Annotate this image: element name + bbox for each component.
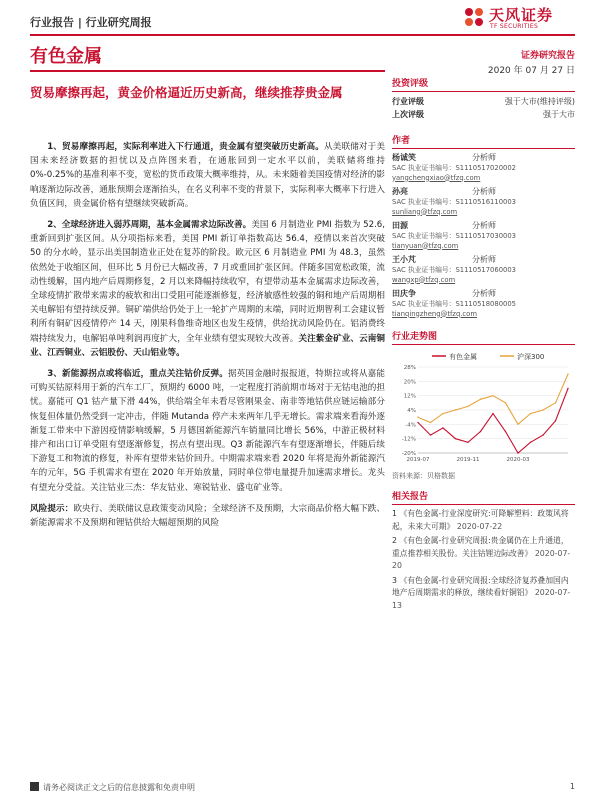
series-point — [567, 388, 568, 389]
prev-rating-row — [392, 108, 575, 121]
series-point — [430, 434, 431, 435]
footer — [30, 782, 575, 796]
risk-lead: 风险提示： — [30, 503, 74, 514]
y-tick-label: 4% — [407, 408, 416, 414]
chart-source: 资料来源：贝格数据 — [392, 472, 455, 480]
series-point — [517, 452, 518, 453]
author-cert: SAC 执业证书编号：S1110517060003 — [392, 266, 516, 274]
risk-paragraph — [30, 502, 385, 530]
series-point — [555, 420, 556, 421]
series-point — [505, 402, 506, 403]
logo-mark-icon — [463, 6, 485, 28]
author-email[interactable]: sunliang@tfzq.com — [392, 207, 458, 216]
related-heading: 相关报告 — [392, 489, 575, 505]
paragraph-1 — [30, 140, 385, 211]
author-role: 分析师 — [472, 153, 496, 162]
series-point — [455, 438, 456, 439]
paragraph-3-lead: 3、新能源拐点或将临近，重点关注钴价反弹。 — [47, 369, 228, 380]
related-report-title: 3 《有色金属-行业研究周报:全球经济复苏叠加国内地产后周期需求的释放，继续看好铜铝》 — [392, 575, 569, 597]
breadcrumb: 行业报告 | 行业研究周报 — [30, 16, 152, 29]
legend-label: 沪深300 — [517, 353, 545, 361]
series-point — [517, 424, 518, 425]
rating-value: 强于大市(维持评级) — [504, 97, 575, 106]
logo-subtitle: TF SECURITIES — [490, 23, 539, 30]
y-tick-label: 12% — [403, 393, 416, 400]
report-type: 证券研究报告 — [520, 51, 575, 61]
company-logo — [463, 4, 575, 34]
y-tick-label: -12% — [401, 436, 416, 443]
series-point — [430, 422, 431, 423]
series-point — [492, 413, 493, 414]
sector-rule — [30, 70, 385, 72]
series-point — [567, 373, 568, 374]
y-tick-label: 28% — [403, 365, 416, 371]
author-cert: SAC 执业证书编号：S1110517020002 — [392, 164, 516, 172]
author-cert: SAC 执业证书编号：S1110516110003 — [392, 198, 516, 206]
paragraph-3 — [30, 367, 385, 495]
paragraph-1-lead: 1、贸易摩擦再起，实际利率进入下行通道，贵金属有望突破历史新高。 — [47, 142, 324, 152]
series-point — [467, 406, 468, 407]
series-point — [417, 416, 418, 417]
related-report-title: 2 《有色金属-行业研究周报:贵金属仍在上升通道，重点推荐相关股份。关注钴锂边际改善》 — [392, 536, 569, 558]
author-item — [392, 152, 575, 183]
paragraph-2 — [30, 218, 385, 360]
report-body — [30, 140, 385, 537]
related-report-title: 1 《有色金属-行业深度研究:可降解塑料：政策风将起，未来大可期》 — [392, 509, 569, 531]
trend-chart — [392, 349, 575, 481]
author-item — [392, 186, 575, 217]
related-report[interactable] — [392, 535, 575, 573]
prev-rating-label: 上次评级 — [392, 110, 424, 119]
series-point — [442, 427, 443, 428]
series-point — [455, 409, 456, 410]
risk-text: 欧央行、美联储议息政策变动风险；全球经济不及预期，大宗商品价格大幅下跌、新能源需求不及预期和锂钴供给大幅超预期的风险 — [30, 503, 385, 529]
author-item — [392, 288, 575, 319]
author-role: 分析师 — [472, 221, 496, 230]
author-item — [392, 220, 575, 251]
sector-title: 有色金属 — [30, 46, 102, 67]
footer-disclaimer: 请务必阅读正文之后的信息披露和免责申明 — [43, 783, 195, 792]
x-tick-label: 2019-11 — [456, 457, 480, 463]
related-list — [392, 508, 575, 612]
author-name: 田庆争 — [392, 289, 416, 298]
related-report[interactable] — [392, 575, 575, 613]
rating-row — [392, 95, 575, 108]
author-email[interactable]: tianqingzheng@tfzq.com — [392, 309, 477, 318]
series-point — [442, 413, 443, 414]
series-line — [418, 374, 568, 424]
author-email[interactable]: wangxp@tfzq.com — [392, 275, 456, 284]
author-role: 分析师 — [472, 289, 496, 298]
paragraph-3-text: 据英国金融时报报道，特斯拉或将从嘉能可购买钴原料用于新的汽车工厂，预期约 6000 吨，一定程度打消前期市场对于无钴电池的担忧。嘉能可 Q1 钴产量下滑 44%，供给端全年未看尽管刚果金、南非等地钴供应链运输部分恢复但体量仍然受到一定冲击，伴随 Mutanda 停产未来两年几乎无增长。需求端来看海外逐渐复工带来中下游因疫情影响缓解，5 月德国新能源汽车销量同比增长 56%，中游正极材料排产和出口订单受阻有望逐渐修复，拐点有望出现。Q3 新能源汽车有望逐渐增长，伴随后续下游复工和物流的修复，补库有望带来钴价回升。中期需求端来看 2020 年将是海外新能源汽车的元年，5G 手机需求有望在 2020 年开始放量，同时单位带电量提升加速需求增长。龙头有望充分受益。关注钴业三杰：华友钴业、寒锐钴业、盛屯矿业等。 — [30, 369, 385, 493]
series-point — [467, 442, 468, 443]
report-date: 2020 年 07 月 27 日 — [487, 66, 575, 76]
y-tick-label: -20% — [401, 451, 416, 457]
page-number: 1 — [569, 782, 575, 791]
series-point — [505, 431, 506, 432]
author-email[interactable]: yangchengxiao@tfzq.com — [392, 173, 481, 182]
author-role: 分析师 — [472, 187, 496, 196]
y-tick-label: 20% — [403, 379, 416, 386]
related-report-date: 2020-07-20 — [392, 548, 571, 570]
series-point — [530, 442, 531, 443]
x-tick-label: 2020-03 — [506, 457, 530, 463]
series-point — [530, 413, 531, 414]
related-report-date: 2020-07-13 — [392, 588, 571, 610]
x-tick-label: 2019-07 — [406, 457, 430, 463]
related-report-date: 2020-07-22 — [456, 521, 503, 531]
author-item — [392, 254, 575, 285]
y-tick-label: -4% — [405, 422, 416, 429]
trend-chart-svg — [392, 349, 575, 469]
paragraph-2-tail: 关注紫金矿业、云南铜业、江西铜业、云铝股份、天山铝业等。 — [30, 333, 385, 358]
series-point — [480, 431, 481, 432]
series-point — [480, 399, 481, 400]
series-point — [542, 434, 543, 435]
author-cert: SAC 执业证书编号：S1110518080005 — [392, 300, 516, 308]
author-email[interactable]: tianyuan@tfzq.com — [392, 241, 459, 250]
author-role: 分析师 — [472, 255, 496, 264]
paragraph-1-text: 从美联储对于美国未来经济数据的担忧以及点阵图来看，在通胀回到一定水平以前，美联储将维持 0%-0.25%的基准利率不变，宽松的货币政策大概率维持，从。未来随着美国疫情对经济的影响逐渐边际改善，通胀预期会逐渐抬头，在名义利率不变的背景下，实际利率大概率下行进入负值区间，贵金属价格有望继续突破新高。 — [30, 142, 385, 209]
series-point — [555, 402, 556, 403]
author-name: 孙亮 — [392, 187, 408, 196]
paragraph-2-text: 美国 6 月制造业 PMI 指数为 52.6,重新回到扩张区间。从分项指标来看，美国 PMI 新订单指数高达 56.4，疫情以来首次突破 50 的分水岭，显示出美国制造业正处在复苏的阶段。欧元区 6 月制造业 PMI 为 48.3，虽然依然处于收缩区间，但环比 5 月份已大幅改善，7 月或重回扩张区间。伴随多国宽松政策，流动性缓解，国内地产后周期修复，2 月以来降幅持续收窄，有望带动基本金属需求边际改善，全球疫情扩散带来需求的疲软和出口受阻可能逐渐修复，经济敏感性较强的铜和地产后周期相关电解铝有望持续反弹。铜矿端供给仍处于上一轮扩产周期的末端，同时近期智利工会建议暂利所有铜矿因疫情停产 14 天，刚果科鲁维奇地区也发生疫情，供给扰动风险仍在。铝消费终端持续发力，电解铝单吨利润再度扩大，全年业绩有望实现较大改善。 — [30, 220, 386, 344]
related-report[interactable] — [392, 508, 575, 533]
legend-label: 有色金属 — [449, 353, 477, 361]
chart-heading: 行业走势图 — [392, 329, 575, 345]
report-header — [30, 8, 575, 32]
author-name: 田源 — [392, 221, 408, 230]
authors-heading: 作者 — [392, 133, 575, 149]
author-list — [392, 152, 575, 319]
rating-label: 行业评级 — [392, 97, 424, 106]
header-rule — [30, 34, 575, 36]
series-point — [417, 422, 418, 423]
paragraph-2-lead: 2、全球经济进入弱苏周期，基本金属需求边际改善。 — [47, 220, 252, 231]
author-name: 王小芃 — [392, 255, 416, 264]
disclaimer-icon — [30, 782, 39, 791]
author-name: 杨诚笑 — [392, 153, 416, 162]
report-headline: 贸易摩擦再起，黄金价格逼近历史新高，继续推荐贵金属 — [30, 85, 343, 100]
series-point — [542, 409, 543, 410]
logo-name: 天风证券 — [489, 6, 554, 24]
sidebar — [392, 76, 575, 614]
series-line — [418, 389, 568, 454]
author-cert: SAC 执业证书编号：S1110517030003 — [392, 232, 516, 240]
series-point — [492, 395, 493, 396]
prev-rating-value: 强于大市 — [543, 110, 575, 119]
rating-heading: 投资评级 — [392, 76, 575, 92]
